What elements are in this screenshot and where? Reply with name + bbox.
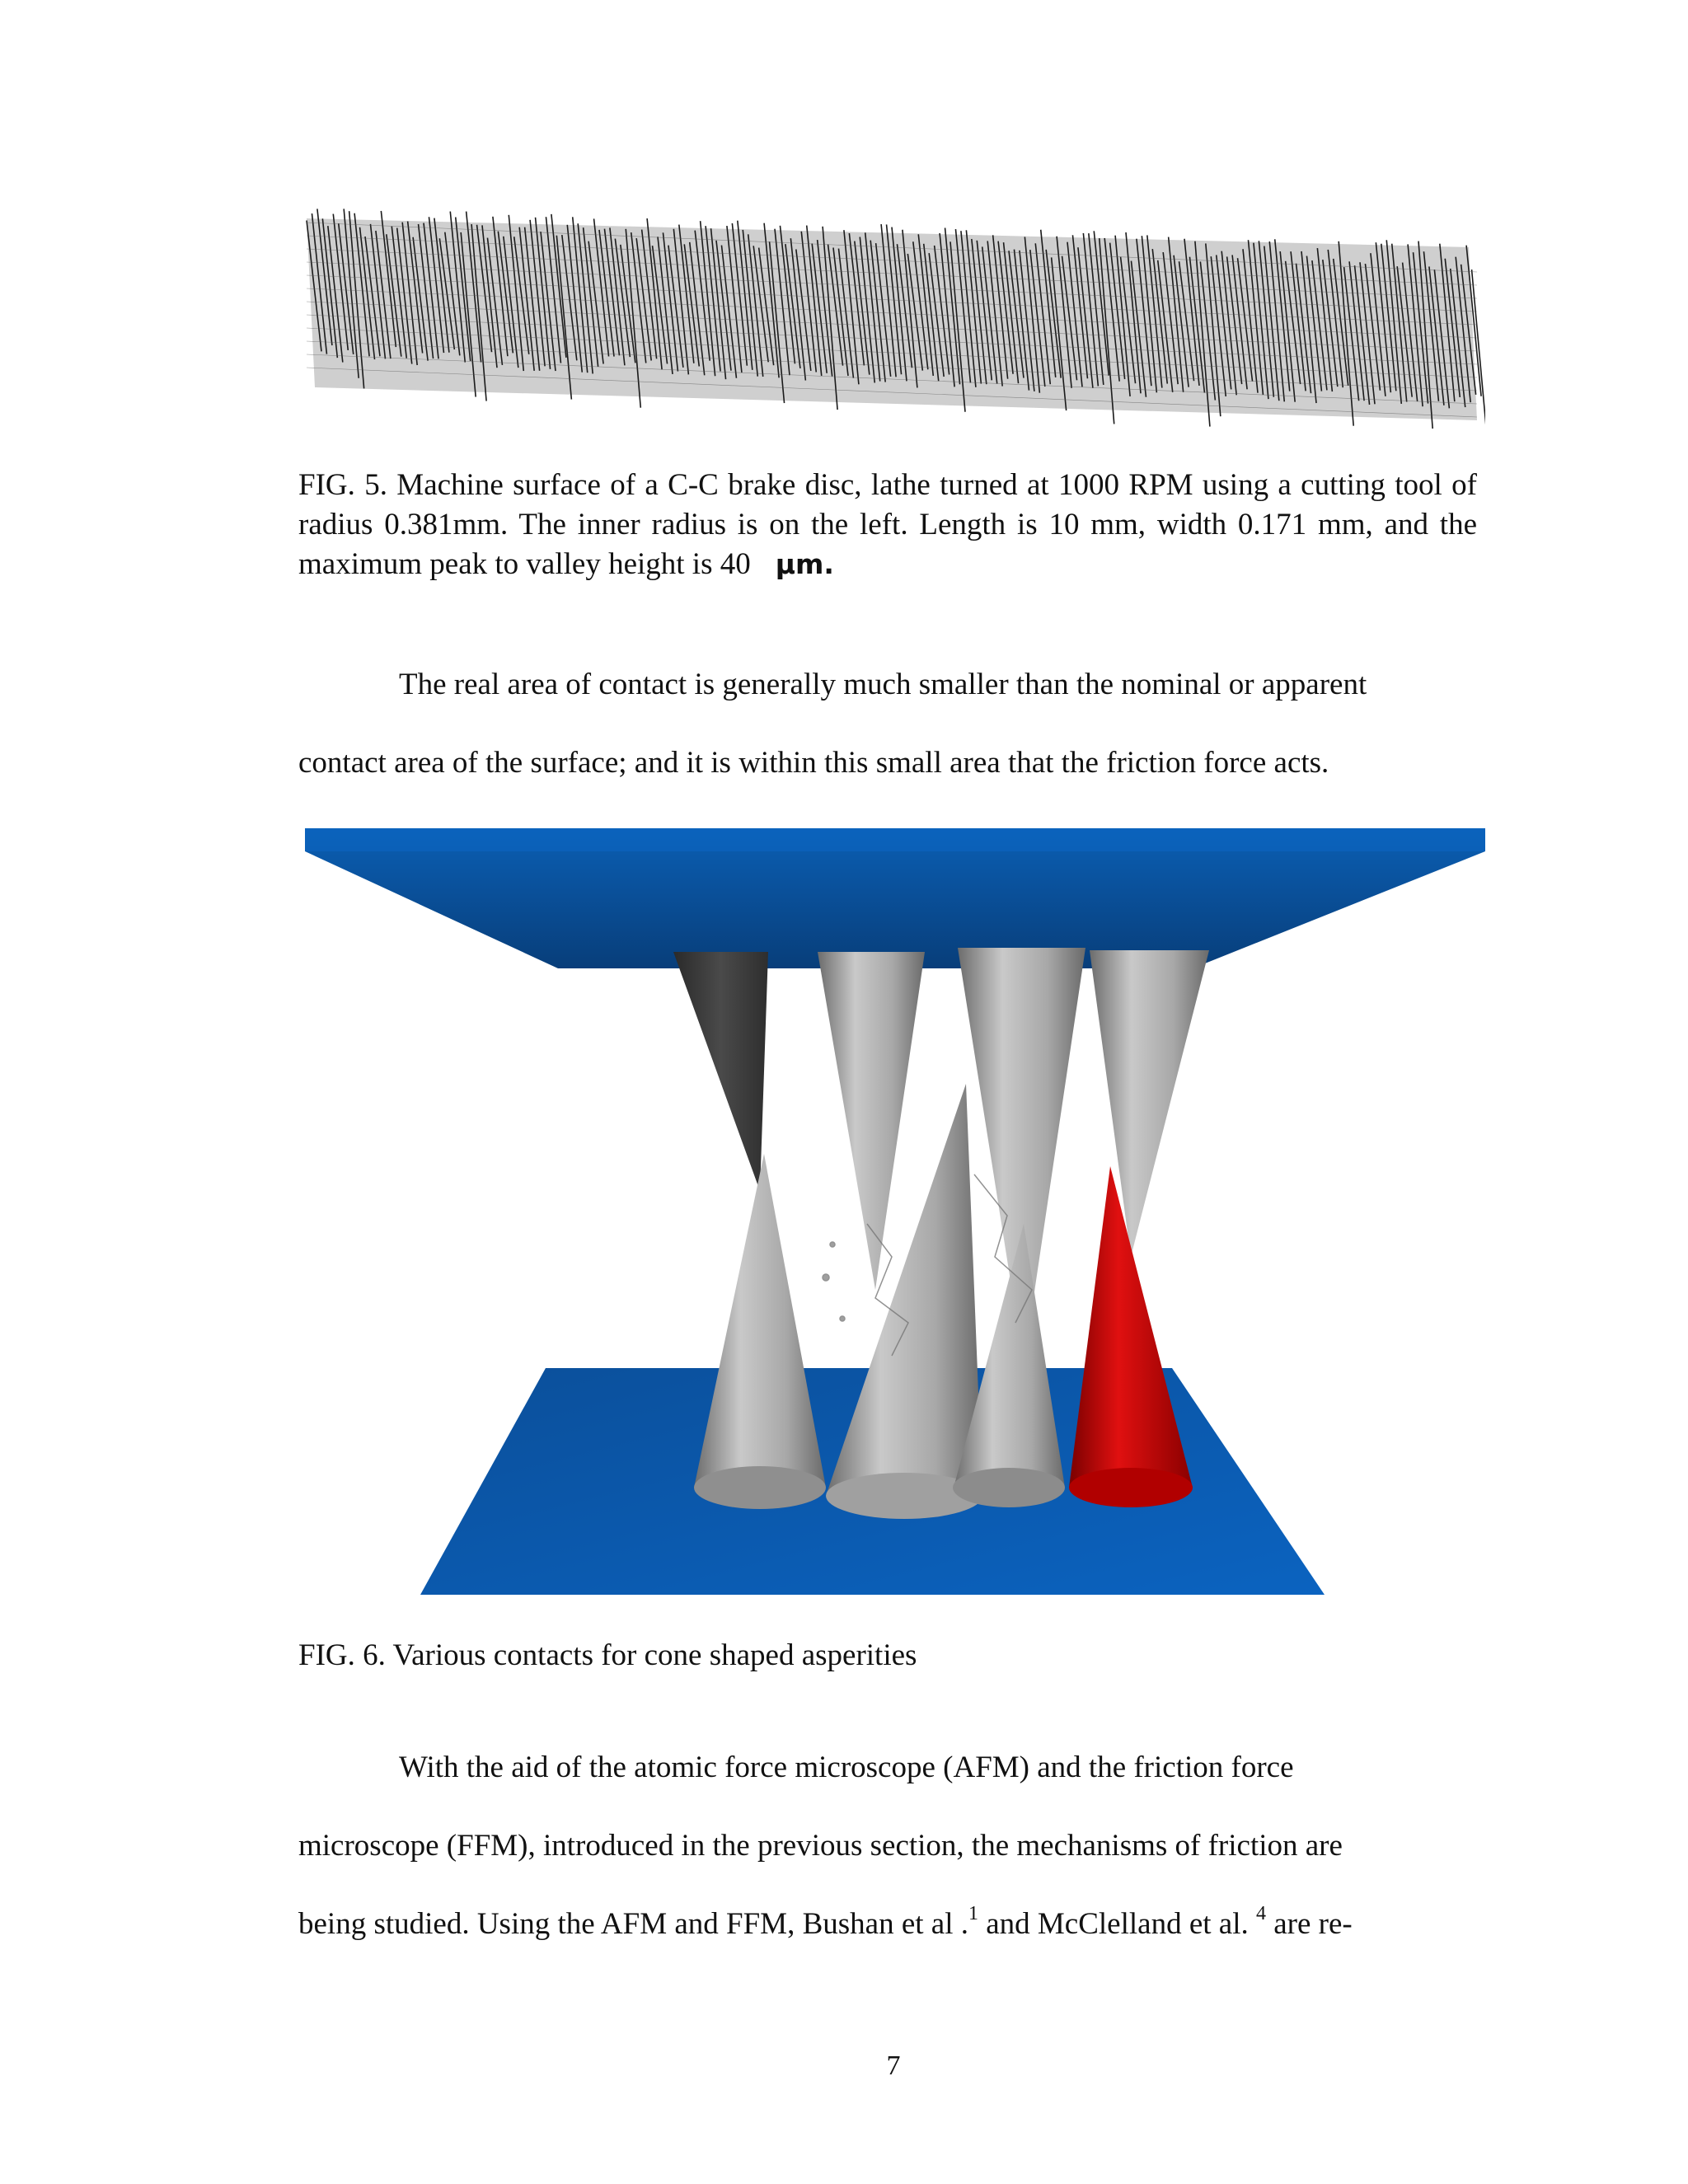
cone-asperities-figure	[298, 828, 1485, 1599]
figure-6-caption: FIG. 6. Various contacts for cone shaped asperities	[298, 1638, 917, 1672]
figure-5-caption: FIG. 5. Machine surface of a C-C brake disc, lathe turned at 1000 RPM using a cutting tool of radius 0.381mm. The inner radius is on the left. Length is 10 mm, width 0.171 mm, and the maximum peak to valley height is 40 µm.	[298, 468, 1477, 581]
cone-bottom-1	[694, 1154, 826, 1488]
cone-bottom-3-base	[953, 1468, 1065, 1507]
paragraph-real-area: The real area of contact is generally much smaller than the nominal or apparent contact area of the surface; and it is within this small area that the friction force acts.	[298, 668, 1367, 780]
page-number: 7	[886, 2050, 901, 2081]
cone-bottom-1-base	[694, 1466, 826, 1509]
citation-1: 1	[968, 1902, 978, 1924]
cone-top-1	[673, 952, 768, 1191]
citation-4: 4	[1256, 1902, 1266, 1924]
cone-top-2	[818, 952, 925, 1290]
cone-bottom-2	[826, 1084, 982, 1496]
surface-profile-fill	[307, 218, 1477, 420]
paragraph-afm-ffm: With the aid of the atomic force microscope (AFM) and the friction force microscope (FFM), introduced in the previous section, the mechanisms of friction are being studied. Using the AFM and FFM, Bushan et al .$^1$ and McClelland et al. $^4$ are re-	[298, 1750, 1353, 1941]
top-plate-edge	[305, 828, 1485, 851]
cone-bottom-red-base	[1069, 1468, 1193, 1507]
surface-profile-figure	[298, 198, 1485, 429]
